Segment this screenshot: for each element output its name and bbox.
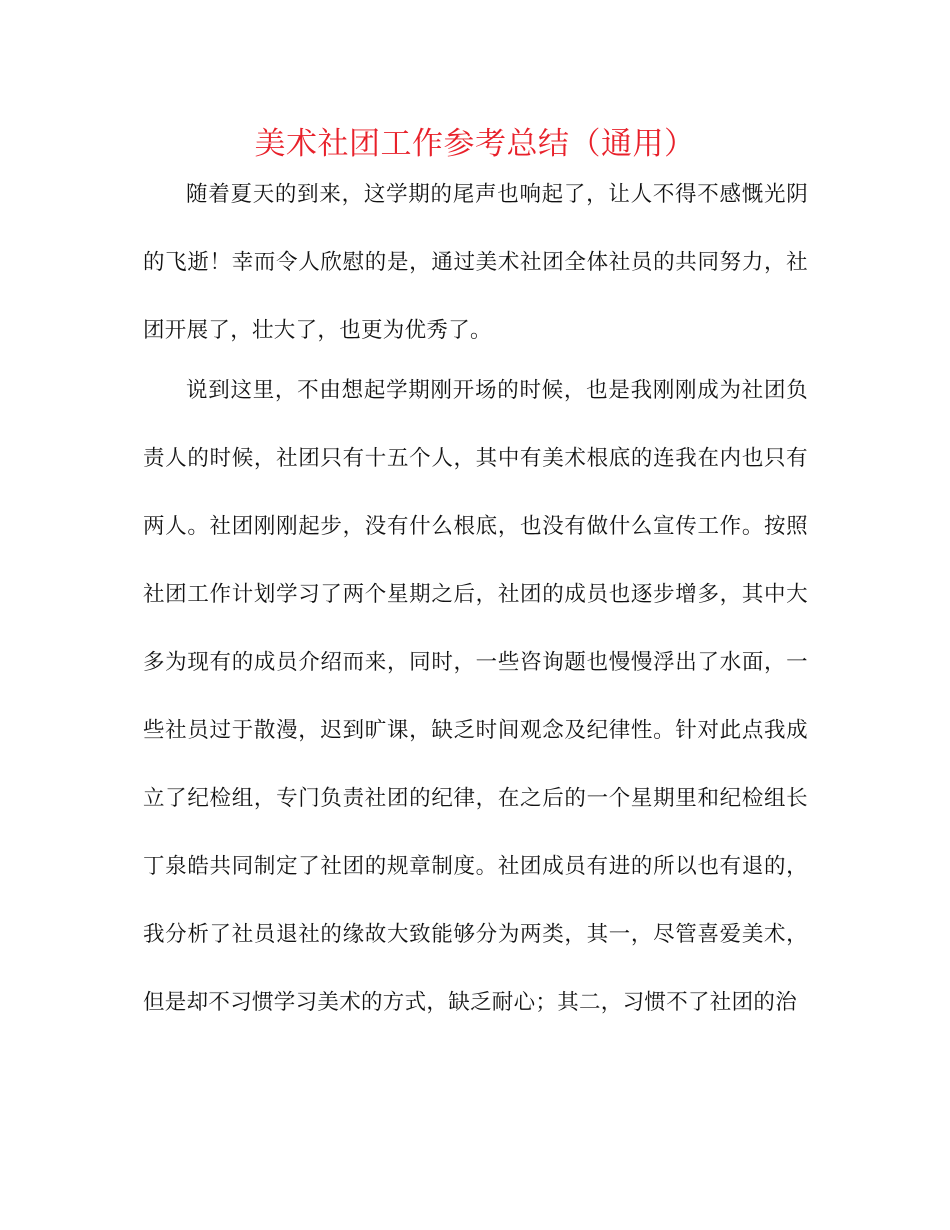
document-title: 美术社团工作参考总结（通用）: [254, 126, 696, 162]
paragraph-2: 说到这里，不由想起学期刚开场的时候，也是我刚刚成为社团负责人的时候，社团只有十五个人，其中有美术根底的连我在内也只有两人。社团刚刚起步，没有什么根底，也没有做什么宣传工作。按照社团工作计划学习了两个星期之后，社团的成员也逐步增多，其中大多为现有的成员介绍而来，同时，一些咨询题也慢慢浮出了水面，一些社员过于散漫，迟到旷课，缺乏时间观念及纪律性。针对此点我成立了纪检组，专门负责社团的纪律，在之后的一个星期里和纪检组长丁泉皓共同制定了社团的规章制度。社团成员有进的所以也有退的，我分析了社员退社的缘故大致能够分为两类，其一，尽管喜爱美术，但是却不习惯学习美术的方式，缺乏耐心；其二，习惯不了社团的治: [143, 378, 808, 1015]
paragraph-1: 随着夏天的到来，这学期的尾声也响起了，让人不得不感慨光阴的飞逝！幸而令人欣慰的是，通过美术社团全体社员的共同努力，社团开展了，壮大了，也更为优秀了。: [143, 182, 808, 343]
